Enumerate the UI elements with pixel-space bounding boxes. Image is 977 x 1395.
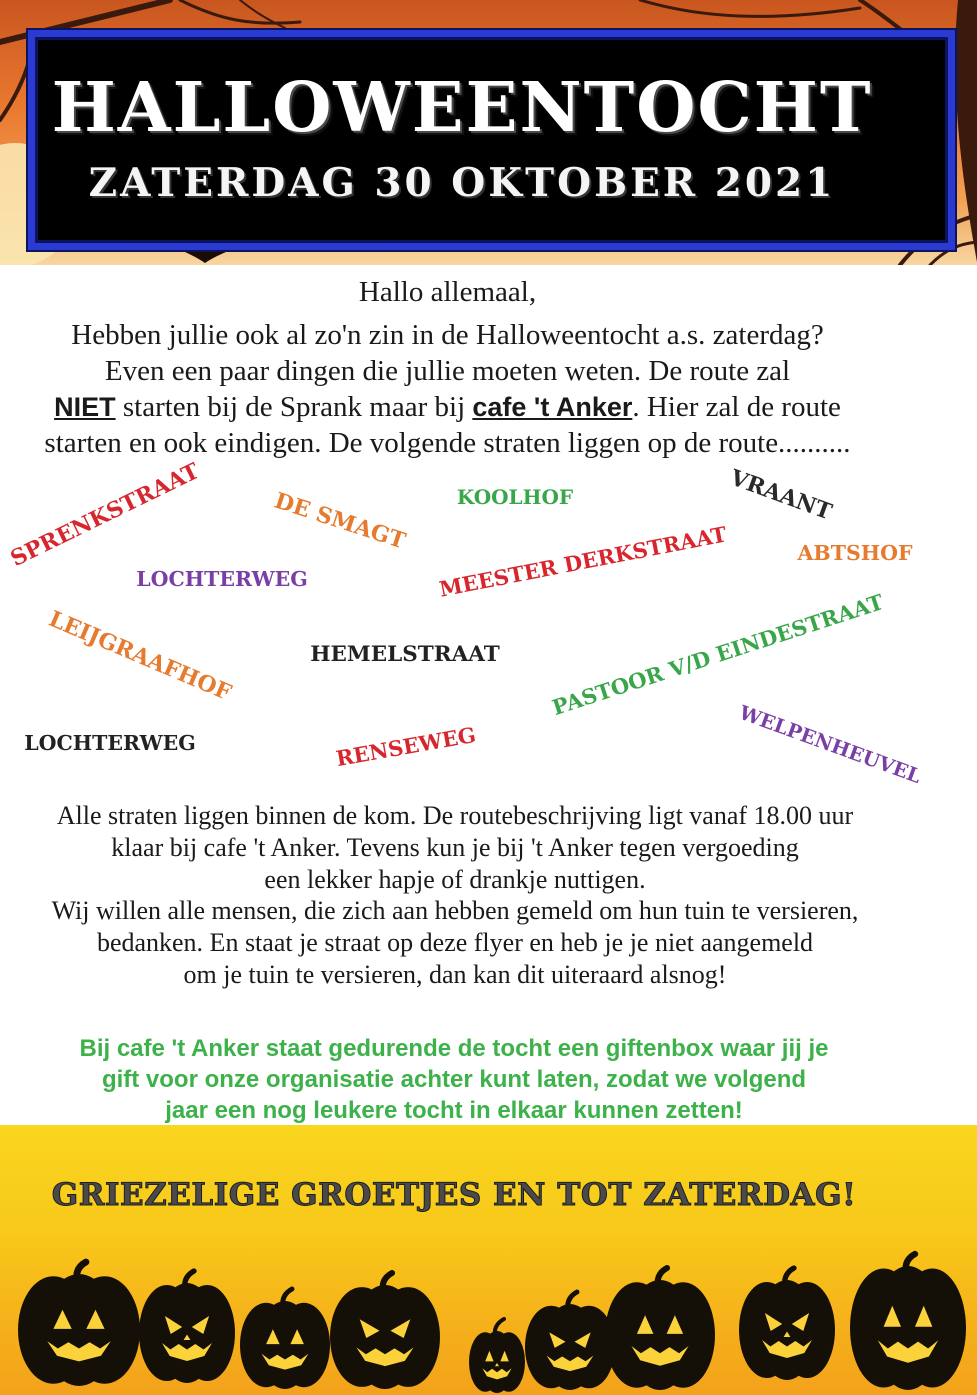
intro-paragraph xyxy=(0,317,895,461)
pumpkin-lobe xyxy=(543,1304,597,1390)
street-name: ABTSHOF xyxy=(797,541,913,565)
street-name: HEMELSTRAAT xyxy=(310,642,500,667)
info-line: om je tuin te versieren, dan kan dit uiteraard alsnog! xyxy=(183,959,727,989)
intro-text: . Hier zal de route xyxy=(632,391,841,423)
pumpkin-illustration xyxy=(469,1319,525,1393)
pumpkin-row xyxy=(0,1235,977,1395)
pumpkin-illustration xyxy=(605,1268,715,1390)
street-name: VRAANT xyxy=(726,464,836,526)
street-name: WELPENHEUVEL xyxy=(736,700,925,789)
intro-line: Hebben jullie ook al zo'n zin in de Halloweentocht a.s. zaterdag? xyxy=(71,319,824,351)
pumpkin-lobe xyxy=(158,1283,216,1383)
street-name: PASTOOR V/D EINDESTRAAT xyxy=(549,589,887,720)
pumpkin-lobe xyxy=(258,1301,312,1389)
greeting: Hallo allemaal, xyxy=(358,276,537,308)
pumpkin-illustration xyxy=(739,1268,835,1380)
street-name: RENSEWEG xyxy=(334,721,478,772)
info-line: Alle straten liggen binnen de kom. De routebeschrijving ligt vanaf 18.00 uur xyxy=(56,801,854,830)
header-banner-area xyxy=(0,0,977,265)
pumpkin-lobe xyxy=(873,1266,943,1390)
info-line: Wij willen alle mensen, die zich aan hebben gemeld om hun tuin te versieren, xyxy=(51,896,859,926)
pumpkin-illustration xyxy=(850,1254,966,1390)
page-title: HALLOWEENTOCHT xyxy=(51,68,873,148)
street-name: SPRENKSTRAAT xyxy=(6,458,204,572)
intro-line xyxy=(0,389,895,425)
pumpkin-illustration xyxy=(330,1273,440,1389)
closing-greeting: GRIEZELIGE GROETJES EN TOT ZATERDAG! xyxy=(51,1177,857,1213)
info-line: klaar bij cafe 't Anker. Tevens kun je bij 't Anker tegen vergoeding xyxy=(111,832,799,862)
info-line: een lekker hapje of drankje nuttigen. xyxy=(264,864,646,894)
emphasis-cafe-anker: cafe 't Anker xyxy=(472,392,633,422)
street-name: KOOLHOF xyxy=(456,485,574,509)
intro-line: Even een paar dingen die jullie moeten weten. De route zal xyxy=(104,355,791,387)
street-name: MEESTER DERKSTRAAT xyxy=(437,521,729,602)
pumpkin-illustration xyxy=(240,1289,330,1389)
pumpkin-lobe xyxy=(480,1331,514,1393)
pumpkin-lobe xyxy=(627,1280,693,1390)
info-line: bedanken. En staat je straat op deze flyer en heb je je niet aangemeld xyxy=(96,928,814,958)
pumpkin-lobe xyxy=(42,1274,115,1386)
pumpkin-illustration xyxy=(18,1262,140,1386)
gift-note-line: jaar een nog leukere tocht in elkaar kunnen zetten! xyxy=(165,1097,743,1124)
street-name: LEIJGRAAFHOF xyxy=(45,605,235,707)
intro-line: starten en ook eindigen. De volgende straten liggen op de route.......... xyxy=(44,427,851,459)
street-name: LOCHTERWEG xyxy=(136,567,308,591)
bat-icon xyxy=(185,249,226,264)
info-paragraph xyxy=(0,800,910,991)
gift-note-line: gift voor onze organisatie achter kunt laten, zodat we volgend xyxy=(101,1066,807,1093)
street-name: DE SMAGT xyxy=(271,487,409,555)
gift-note xyxy=(0,1033,908,1126)
pumpkin-illustration xyxy=(139,1271,235,1383)
street-name: LOCHTERWEG xyxy=(24,731,196,755)
intro-text: starten bij de Sprank maar bij xyxy=(115,391,473,423)
pumpkin-lobe xyxy=(352,1285,418,1389)
event-date: ZATERDAG 30 OKTOBER 2021 xyxy=(88,160,836,206)
gift-note-line: Bij cafe 't Anker staat gedurende de tocht een giftenbox waar jij je xyxy=(79,1035,829,1062)
emphasis-niet: NIET xyxy=(54,392,116,422)
pumpkin-lobe xyxy=(758,1280,816,1380)
pumpkin-illustration xyxy=(525,1292,615,1390)
